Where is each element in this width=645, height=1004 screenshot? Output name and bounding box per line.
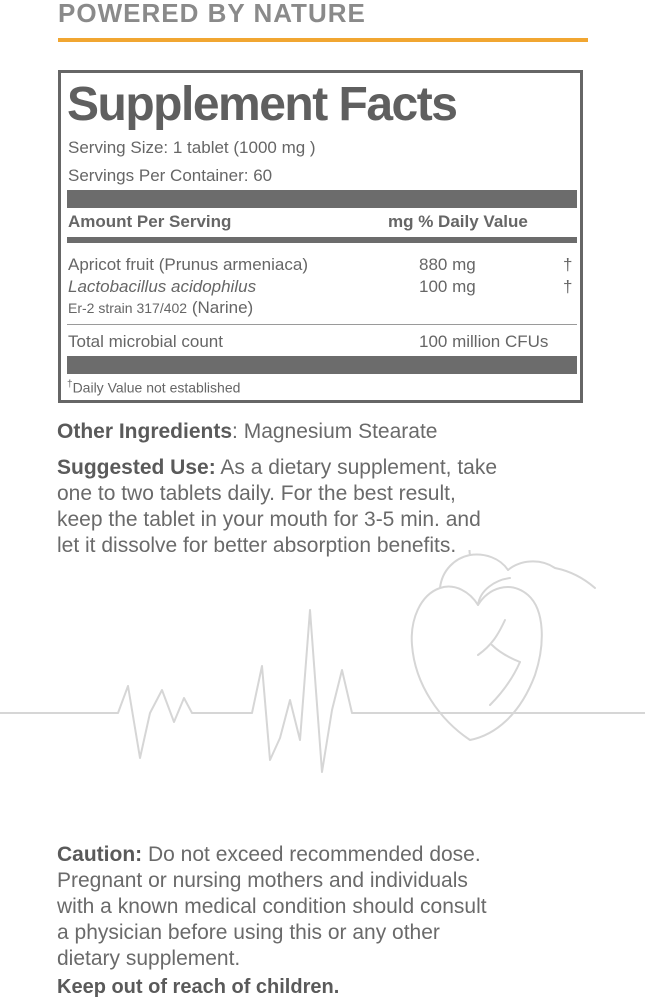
strain-name: (Narine) (191, 298, 254, 317)
heartbeat-illustration (0, 550, 645, 780)
heart-outline-icon (412, 550, 595, 740)
dagger-mark: † (563, 255, 573, 274)
brand-divider (58, 38, 588, 42)
strain-code: Er-2 strain 317/402 (68, 300, 188, 316)
caution-line: with a known medical condition should consult (57, 895, 487, 918)
ingredient-name: Apricot fruit (Prunus armeniaca) (68, 255, 308, 274)
header-amount-per-serving: Amount Per Serving (68, 212, 232, 231)
suggested-use-line: As a dietary supplement, take (215, 456, 498, 479)
caution-line: a physician before using this or any other (57, 921, 440, 944)
brand-tagline: POWERED BY NATURE (58, 0, 366, 28)
suggested-use (57, 455, 497, 559)
ingredient-amount: 100 mg (419, 277, 476, 296)
other-ingredients (57, 419, 437, 445)
keep-out-warning: Keep out of reach of children. (57, 976, 340, 998)
facts-hairline (67, 324, 577, 325)
facts-title: Supplement Facts (67, 78, 457, 131)
other-ingredients-value: : Magnesium Stearate (232, 420, 438, 443)
caution-label: Caution: (57, 843, 143, 866)
suggested-use-label: Suggested Use: (57, 456, 216, 479)
strain-line (68, 298, 253, 318)
caution-line: Pregnant or nursing mothers and individuals (57, 869, 468, 892)
other-ingredients-label: Other Ingredients (57, 420, 233, 443)
supplement-facts-panel (58, 70, 583, 403)
suggested-use-line: keep the tablet in your mouth for 3-5 min. and (57, 508, 481, 531)
servings-per-container: Servings Per Container: 60 (68, 166, 273, 185)
dagger-mark: † (563, 277, 573, 296)
ingredient-amount: 880 mg (419, 255, 476, 274)
facts-thick-divider (67, 356, 577, 374)
footnote (67, 379, 240, 396)
serving-size: Serving Size: 1 tablet (1000 mg ) (68, 138, 316, 157)
caution-line: dietary supplement. (57, 947, 241, 970)
ingredient-name: Lactobacillus acidophilus (68, 277, 257, 296)
total-count-value: 100 million CFUs (419, 332, 549, 351)
caution-line: Do not exceed recommended dose. (142, 843, 481, 866)
total-count-label: Total microbial count (68, 332, 223, 351)
caution (57, 842, 487, 972)
footnote-text: Daily Value not established (72, 379, 241, 396)
footnote-mark: † (67, 379, 73, 390)
facts-thin-divider (67, 237, 577, 243)
suggested-use-line: let it dissolve for better absorption benefits. (57, 534, 457, 557)
heartbeat-line-icon (0, 610, 645, 772)
header-daily-value: mg % Daily Value (388, 212, 528, 231)
facts-thick-divider (67, 190, 577, 208)
suggested-use-line: one to two tablets daily. For the best result, (57, 482, 456, 505)
